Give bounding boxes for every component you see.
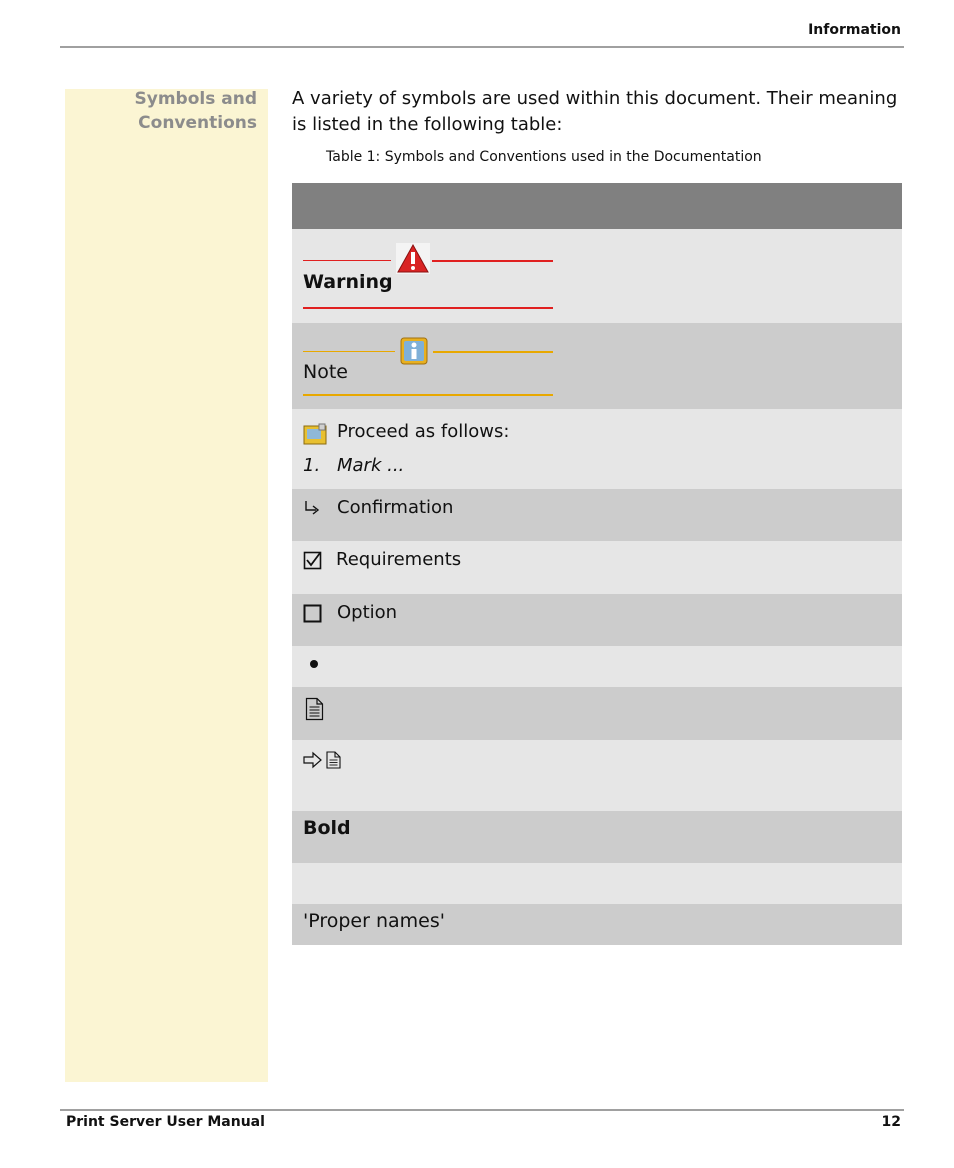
sidebar-panel: [65, 89, 268, 1082]
warning-rule-right: [432, 260, 553, 262]
requirements-label: Requirements: [336, 549, 462, 570]
section-heading-line1: Symbols and: [134, 89, 257, 109]
intro-paragraph: A variety of symbols are used within this document. Their meaning is listed in the following table:: [292, 88, 898, 135]
table-caption: Table 1: Symbols and Conventions used in the Documentation: [326, 149, 762, 165]
note-rule-bottom: [303, 394, 553, 396]
checkbox-empty-icon: [303, 604, 323, 624]
confirmation-label: Confirmation: [337, 497, 454, 518]
proper-names-label: 'Proper names': [303, 910, 445, 932]
procedure-label: Proceed as follows:: [337, 421, 510, 442]
warning-label: Warning: [303, 271, 393, 293]
info-icon: [400, 337, 428, 365]
table-row-procedure: [292, 409, 902, 489]
procedure-icon: [303, 423, 327, 445]
arrow-confirmation-icon: [303, 499, 323, 519]
table-header-row: [292, 183, 902, 229]
option-label: Option: [337, 602, 398, 623]
table-row-bold: [292, 811, 902, 863]
cross-reference-icon: [303, 751, 345, 769]
table-row-document: [292, 687, 902, 740]
warning-triangle-icon: [396, 243, 430, 274]
note-rule-left: [303, 351, 395, 352]
footer-rule: [60, 1109, 904, 1111]
step-text: Mark ...: [337, 455, 405, 476]
table-row-empty: [292, 863, 902, 904]
running-header: Information: [808, 22, 901, 38]
note-label: Note: [303, 361, 348, 383]
symbols-table: [292, 183, 902, 945]
page-number: 12: [881, 1114, 901, 1130]
section-heading-line2: Conventions: [138, 113, 257, 133]
header-rule: [60, 46, 904, 48]
note-rule-right: [433, 351, 553, 353]
table-row-confirmation: [292, 489, 902, 541]
bold-label: Bold: [303, 817, 351, 839]
warning-rule-bottom: [303, 307, 553, 309]
step-number: 1.: [303, 455, 321, 476]
table-row-bullet: [292, 646, 902, 687]
table-row-proper-names: [292, 904, 902, 945]
table-row-option: [292, 594, 902, 646]
section-heading: [110, 87, 257, 135]
footer-title: Print Server User Manual: [66, 1114, 265, 1130]
table-row-warning: [292, 229, 902, 323]
table-row-cross-reference: [292, 740, 902, 811]
bullet-icon: [308, 658, 320, 670]
table-row-requirements: [292, 541, 902, 594]
table-row-note: [292, 323, 902, 409]
warning-rule-left: [303, 260, 391, 261]
document-icon: [305, 697, 325, 721]
checkbox-checked-icon: [303, 551, 323, 571]
